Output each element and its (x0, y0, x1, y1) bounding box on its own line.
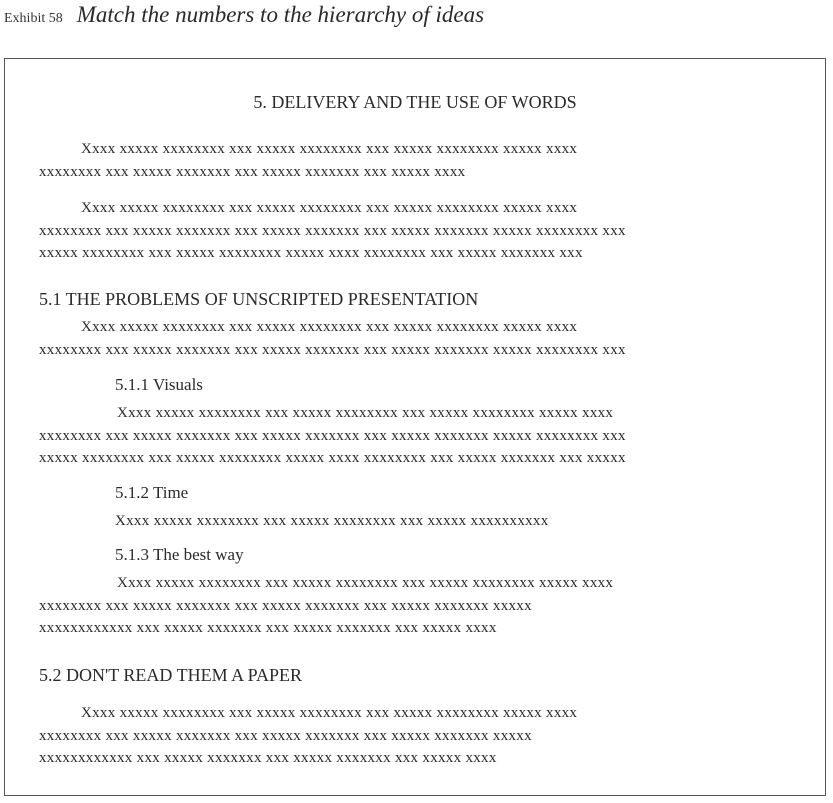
paragraph-5-1-3 (39, 572, 799, 640)
paragraph-5-1 (39, 316, 799, 361)
section-heading-5-1-1: 5.1.1 Visuals (115, 375, 203, 394)
section-heading-5-1-2: 5.1.2 Time (115, 483, 189, 502)
document-page (5, 59, 825, 795)
text-line: xxxxxxxx xxx xxxxx xxxxxxx xxx xxxxx xxxxxxx xxx xxxxx xxxxxxx xxxxx xxxxxxxx xxx (39, 427, 626, 444)
text-line: Xxxx xxxxx xxxxxxxx xxx xxxxx xxxxxxxx xxx xxxxx xxxxxxxx xxxxx xxxx (117, 405, 614, 421)
text-line: Xxxx xxxxx xxxxxxxx xxx xxxxx xxxxxxxx xxx xxxxx xxxxxxxxxx (115, 513, 549, 529)
text-line: xxxxx xxxxxxxx xxx xxxxx xxxxxxxx xxxxx xxxx xxxxxxxx xxx xxxxx xxxxxxx xxx (39, 245, 583, 261)
exhibit-label: Exhibit 58 (4, 11, 63, 26)
text-line: xxxxx xxxxxxxx xxx xxxxx xxxxxxxx xxxxx xxxx xxxxxxxx xxx xxxxx xxxxxxx xxx xxxxx (39, 450, 626, 466)
paragraph-intro-2 (39, 197, 799, 265)
text-line: xxxxxxxx xxx xxxxx xxxxxxx xxx xxxxx xxxxxxx xxx xxxxx xxxx (39, 163, 466, 180)
text-line: xxxxxxxx xxx xxxxx xxxxxxx xxx xxxxx xxxxxxx xxx xxxxx xxxxxxx xxxxx (39, 727, 532, 744)
paragraph-5-1-1 (39, 402, 799, 470)
text-line: Xxxx xxxxx xxxxxxxx xxx xxxxx xxxxxxxx xxx xxxxx xxxxxxxx xxxxx xxxx (81, 200, 578, 216)
paragraph-intro-1 (39, 138, 799, 183)
paragraph-5-2 (39, 702, 799, 770)
text-line: xxxxxxxx xxx xxxxx xxxxxxx xxx xxxxx xxxxxxx xxx xxxxx xxxxxxx xxxxx xxxxxxxx xxx (39, 341, 626, 358)
text-line: xxxxxxxxxxxx xxx xxxxx xxxxxxx xxx xxxxx xxxxxxx xxx xxxxx xxxx (39, 750, 497, 766)
paragraph-5-1-2 (39, 510, 799, 533)
section-heading-5-1: 5.1 THE PROBLEMS OF UNSCRIPTED PRESENTATION (39, 289, 479, 309)
section-heading-5-1-3: 5.1.3 The best way (115, 545, 244, 564)
text-line: xxxxxxxx xxx xxxxx xxxxxxx xxx xxxxx xxxxxxx xxx xxxxx xxxxxxx xxxxx (39, 597, 532, 614)
text-line: xxxxxxxxxxxx xxx xxxxx xxxxxxx xxx xxxxx xxxxxxx xxx xxxxx xxxx (39, 620, 497, 636)
exhibit-header (4, 2, 484, 34)
text-line: Xxxx xxxxx xxxxxxxx xxx xxxxx xxxxxxxx xxx xxxxx xxxxxxxx xxxxx xxxx (81, 319, 578, 335)
text-line: Xxxx xxxxx xxxxxxxx xxx xxxxx xxxxxxxx xxx xxxxx xxxxxxxx xxxxx xxxx (117, 575, 614, 591)
text-line: Xxxx xxxxx xxxxxxxx xxx xxxxx xxxxxxxx xxx xxxxx xxxxxxxx xxxxx xxxx (81, 705, 578, 721)
document-frame (4, 58, 826, 796)
main-heading: 5. DELIVERY AND THE USE OF WORDS (253, 92, 577, 112)
text-line: Xxxx xxxxx xxxxxxxx xxx xxxxx xxxxxxxx xxx xxxxx xxxxxxxx xxxxx xxxx (81, 141, 578, 157)
section-heading-5-2: 5.2 DON'T READ THEM A PAPER (39, 665, 302, 685)
exhibit-title: Match the numbers to the hierarchy of ideas (76, 2, 485, 27)
text-line: xxxxxxxx xxx xxxxx xxxxxxx xxx xxxxx xxxxxxx xxx xxxxx xxxxxxx xxxxx xxxxxxxx xxx (39, 222, 626, 239)
